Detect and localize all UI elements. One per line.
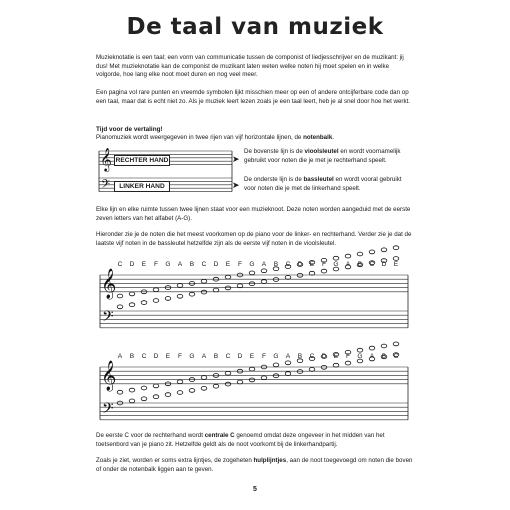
- whole-note: [153, 288, 159, 292]
- treble-clef-icon: 𝄞: [100, 147, 112, 171]
- arrow-icon: ➤: [232, 180, 240, 190]
- bass-clef-note: De onderste lijn is de bassleutel en wordt vooral gebruikt voor noten die je met de linkerhand speelt.: [244, 176, 402, 192]
- whole-note: [129, 292, 135, 296]
- whole-note: [201, 290, 207, 294]
- treble-clef-note: De bovenste lijn is de vioolsleutel en wordt voornamelijk gebruikt voor noten die je met je rechterhand speelt.: [244, 148, 401, 164]
- staff-label-left-hand: LINKER HAND: [114, 181, 170, 192]
- note-letter: D: [129, 261, 135, 268]
- note-letter: D: [213, 261, 219, 268]
- whole-note: [249, 271, 255, 275]
- whole-note: [249, 282, 255, 286]
- whole-note: [165, 393, 171, 397]
- whole-note: [129, 399, 135, 403]
- whole-note: [177, 294, 183, 298]
- whole-note: [393, 257, 399, 261]
- whole-note: [237, 284, 243, 288]
- note-letter: D: [321, 353, 327, 360]
- note-staff-right: [100, 246, 408, 329]
- whole-note: [261, 376, 267, 380]
- note-letter: A: [201, 353, 207, 360]
- whole-note: [129, 388, 135, 392]
- whole-note: [153, 395, 159, 399]
- note-letter: B: [297, 353, 303, 360]
- note-letters-right: [0, 261, 510, 271]
- whole-note: [333, 363, 339, 367]
- whole-note: [225, 275, 231, 279]
- whole-note: [345, 254, 351, 258]
- note-letter: A: [117, 353, 123, 360]
- note-letter: E: [333, 353, 339, 360]
- whole-note: [273, 374, 279, 378]
- note-letter: C: [393, 353, 399, 360]
- whole-note: [309, 271, 315, 275]
- whole-note: [357, 252, 363, 256]
- note-letter: B: [213, 353, 219, 360]
- page-number: 5: [253, 486, 257, 493]
- note-letter: D: [153, 353, 159, 360]
- note-letter: E: [141, 261, 147, 268]
- note-letter: F: [345, 353, 351, 360]
- whole-note: [189, 292, 195, 296]
- whole-note: [309, 368, 315, 372]
- note-letter: A: [285, 353, 291, 360]
- note-letter: G: [357, 353, 363, 360]
- bass-clef-icon: 𝄢: [102, 400, 114, 421]
- note-letter: B: [381, 353, 387, 360]
- whole-note: [273, 363, 279, 367]
- note-letter: A: [177, 261, 183, 268]
- whole-note: [165, 297, 171, 301]
- note-letter: G: [273, 353, 279, 360]
- whole-note: [141, 386, 147, 390]
- note-letter: B: [357, 261, 363, 268]
- whole-note: [189, 389, 195, 393]
- note-letter: E: [225, 261, 231, 268]
- notes-paragraph: Hieronder zie je de noten die het meest voorkomen op de piano voor de linker- en rechterhand. Verder zie je dat de laatste vijf noten in de bassleutel hetzelfde zijn als de eerste vijf noten in de vioolsleutel.: [96, 231, 412, 247]
- note-letter: F: [153, 261, 159, 268]
- whole-note: [237, 380, 243, 384]
- note-letter: F: [321, 261, 327, 268]
- whole-note: [117, 294, 123, 298]
- note-letter: E: [393, 261, 399, 268]
- note-letter: C: [369, 261, 375, 268]
- whole-note: [285, 372, 291, 376]
- whole-note: [117, 305, 123, 309]
- whole-note: [177, 391, 183, 395]
- whole-note: [201, 279, 207, 283]
- notes-paragraph: Elke lijn en elke ruimte tussen twee lijnen staat voor een muzieknoot. Deze noten worden aangeduid met de eerste zeven letters van het alfabet (A-G).: [96, 206, 411, 222]
- whole-note: [369, 346, 375, 350]
- note-letter: C: [201, 261, 207, 268]
- whole-note: [177, 284, 183, 288]
- staff-label-right-hand: RECHTER HAND: [115, 157, 169, 164]
- whole-note: [381, 248, 387, 252]
- note-letter: A: [369, 353, 375, 360]
- note-letter: C: [225, 353, 231, 360]
- note-letter: C: [309, 353, 315, 360]
- whole-note: [261, 280, 267, 284]
- note-letter: G: [249, 261, 255, 268]
- whole-note: [129, 303, 135, 307]
- note-letter: B: [129, 353, 135, 360]
- whole-note: [213, 288, 219, 292]
- whole-note: [285, 276, 291, 280]
- note-letter: C: [141, 353, 147, 360]
- whole-note: [381, 344, 387, 348]
- bass-clef-icon: 𝄢: [101, 178, 111, 194]
- whole-note: [225, 382, 231, 386]
- middle-c-paragraph: De eerste C voor de rechterhand wordt centrale C genoemd omdat deze ongeveer in het midden van het toetsenbord van je piano zit. Hetzelfde geldt als de noot voorkomt bij de linkerhandpartij.: [96, 432, 385, 448]
- whole-note: [201, 386, 207, 390]
- treble-clef-icon: 𝄞: [101, 269, 117, 299]
- whole-note: [177, 380, 183, 384]
- whole-note: [141, 301, 147, 305]
- note-letter: E: [165, 353, 171, 360]
- whole-note: [201, 376, 207, 380]
- whole-note: [225, 371, 231, 375]
- note-letter: D: [297, 261, 303, 268]
- note-letter: F: [177, 353, 183, 360]
- note-letter: F: [237, 261, 243, 268]
- intro-paragraph: Muzieknotatie is een taal; een vorm van communicatie tussen de componist of liedjesschrijver en de muzikant: jij dus! Met muzieknotatie kan de componist de muzikant laten weten welke noten hij moet spelen en in welke volgorde, hoe lang elke noot moet duren en nog veel meer.: [96, 54, 404, 79]
- section-heading: Tijd voor de vertaling!: [96, 126, 163, 133]
- note-letter: A: [261, 261, 267, 268]
- translation-paragraph: Pianomuziek wordt weergegeven in twee rijen van vijf horizontale lijnen, de notenbalk.: [96, 134, 335, 141]
- whole-note: [153, 384, 159, 388]
- note-letter: C: [285, 261, 291, 268]
- note-letter: B: [189, 261, 195, 268]
- note-letter: B: [273, 261, 279, 268]
- whole-note: [333, 256, 339, 260]
- note-letter: D: [237, 353, 243, 360]
- note-letter: G: [189, 353, 195, 360]
- whole-note: [153, 299, 159, 303]
- note-letter: A: [345, 261, 351, 268]
- note-letter: G: [165, 261, 171, 268]
- note-letter: D: [381, 261, 387, 268]
- whole-note: [213, 384, 219, 388]
- whole-note: [249, 367, 255, 371]
- note-letter: C: [117, 261, 123, 268]
- arrow-icon: ➤: [232, 154, 240, 164]
- note-letter: G: [333, 261, 339, 268]
- page-title: De taal van muziek: [126, 14, 384, 40]
- whole-note: [357, 348, 363, 352]
- note-letters-left: [0, 353, 510, 363]
- intro-paragraph: Een pagina vol rare punten en vreemde symbolen lijkt misschien meer op een of andere ontcijferbare code dan op een taal, maar dat is echt niet zo. Als je muziek leert lezen zoals je een taal leert, heb je al snel door hoe het werkt.: [96, 89, 411, 105]
- bass-clef-icon: 𝄢: [102, 308, 114, 329]
- whole-note: [369, 250, 375, 254]
- whole-note: [117, 390, 123, 394]
- note-letter: E: [309, 261, 315, 268]
- whole-note: [141, 397, 147, 401]
- note-letter: F: [261, 353, 267, 360]
- treble-clef-icon: 𝄞: [101, 361, 117, 391]
- ledger-lines-paragraph: Zoals je ziet, worden er soms extra lijntjes, de zogeheten hulplijntjes, aan de noot toegevoegd om noten die boven of onder de notenbalk liggen aan te geven.: [96, 457, 413, 473]
- whole-note: [393, 342, 399, 346]
- note-letter: E: [249, 353, 255, 360]
